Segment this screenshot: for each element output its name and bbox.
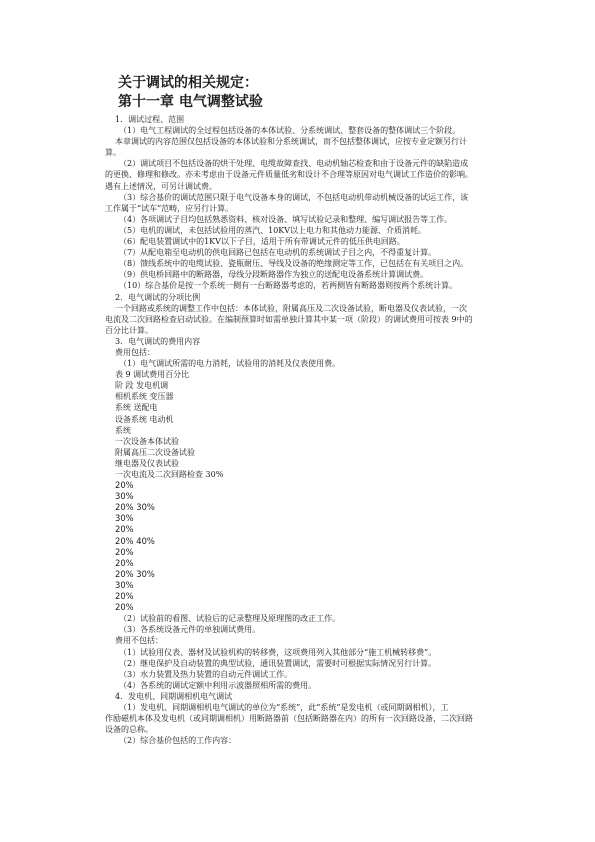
- text-line: 20% 30%: [115, 502, 155, 513]
- text-line: 继电器及仪表试验: [115, 458, 179, 468]
- text-line: （2）试验前的看图、试验后的记录整理及原理图的改正工作。: [119, 614, 341, 624]
- text-line: （4）各系统的调试定额中利用示波器照相所需的费用。: [119, 680, 317, 690]
- text-line: 20%: [115, 480, 134, 491]
- text-line: （7）从配电箱至电动机的供电回路已包括在电动机的系统调试子目之内，不得重复计算。: [119, 248, 437, 258]
- text-line: 遇有上述情况，可另计调试费。: [105, 181, 217, 191]
- text-line: 一次设备本体试验: [115, 436, 179, 446]
- text-line: 一次电流及二次回路检查 30%: [115, 470, 224, 479]
- chapter-title: 第十一章 电气调整试验: [118, 94, 263, 110]
- text-line: 一个回路或系统的调整工作中包括：本体试验，附属高压及二次设备试验，断电器及仪表试验，一次: [115, 303, 467, 313]
- text-line: 附属高压二次设备试验: [115, 447, 195, 457]
- text-line: （6）配电装置调试中的1KV以下子目，适用于所有带调试元件的低压供电回路。: [119, 237, 405, 247]
- text-line: （1）发电机、同期调相机电气调试的单位为“系统”，此“系统”是发电机（或同期调相机），工: [119, 702, 449, 712]
- text-line: 20%: [115, 602, 134, 613]
- text-line: 20%: [115, 546, 134, 557]
- text-line: 20% 40%: [115, 535, 155, 546]
- text-line: 30%: [115, 491, 134, 502]
- text-line: （2）调试项目不包括设备的烘干处理、电缆故障查找、电动机轴芯检查和由于设备元件的缺陷造成: [119, 159, 469, 169]
- text-line: 系统 送配电: [115, 403, 158, 413]
- text-line: （1）电气调试所需的电力消耗，试验用的消耗及仪表使用费。: [119, 359, 341, 369]
- text-line: 2．电气调试的分项比例: [115, 292, 201, 302]
- text-line: 4．发电机、同期调相机电气调试: [115, 691, 233, 701]
- text-line: （10）综合基价是按一个系统一侧有一台断路器考虑的，若两侧皆有断路器则按两个系统计算。: [119, 281, 458, 291]
- text-line: 设备的总称。: [105, 725, 153, 735]
- text-line: 1．调试过程、范围: [115, 115, 185, 124]
- text-line: （2）继电保护及自动装置的典型试验，通讯装置调试，需要时可根据实际情况另行计算。: [119, 658, 437, 668]
- text-line: 20%: [115, 591, 134, 602]
- text-line: 百分比计算。: [105, 325, 153, 335]
- text-line: （3）水力装置及热力装置的自动元件调试工作。: [119, 669, 293, 679]
- text-line: （1）试验用仪表、器材及试验机构的转移费，这项费用列入其他部分“施工机械转移费”。: [119, 647, 437, 657]
- text-line: （5）电机的调试，未包括试验用的蒸汽、10KV以上电力和其他动力能源、介质消耗。: [119, 225, 427, 235]
- text-line: 20% 30%: [115, 568, 155, 579]
- text-line: 电流及二次回路检查启动试验。在编制预算时如需单独计算其中某一项（阶段）的调试费用可按表 9中的: [105, 314, 473, 324]
- text-line: 系统: [115, 425, 131, 435]
- text-line: （9）供电桥回路中的断路器，母线分段断路器作为独立的送配电设备系统计算调试费。: [119, 270, 429, 280]
- text-line: 的更换、修理和修改。亦未考虑由于设备元件质量低劣和设计不合理等原因对电气调试工作造价的影响。: [105, 170, 473, 180]
- text-line: 30%: [115, 513, 134, 524]
- title-block: [118, 74, 263, 112]
- text-line: 本章调试的内容范围仅包括设备的本体试验和分系统调试，而不包括整体调试，应按专业定额另行计: [115, 137, 467, 147]
- text-line: 20%: [115, 557, 134, 568]
- text-line: （3）各系统设备元件的单独调试费用。: [119, 625, 261, 635]
- text-line: 相机系统 变压器: [115, 392, 174, 402]
- text-line: （3）综合基价的调试范围只限于电气设备本身的调试，不包括电动机带动机械设备的试运工作，该: [119, 192, 469, 202]
- text-line: 工作属于“试车”范畴，应另行计算。: [105, 203, 234, 213]
- text-line: 阶 段 发电机调: [115, 381, 169, 391]
- text-line: 20%: [115, 524, 134, 535]
- text-line: 表 9 调试费用百分比: [115, 370, 190, 380]
- text-line: 费用包括：: [115, 347, 155, 357]
- text-line: 设备系统 电动机: [115, 414, 174, 424]
- text-line: 作励磁机本体及发电机（或同期调相机）用断路器前（包括断路器在内）的所有一次回路设备，二次回路: [105, 714, 473, 724]
- text-line: 30%: [115, 579, 134, 590]
- text-line: （2）综合基价包括的工作内容：: [119, 736, 237, 746]
- text-line: （8）馈线系统中的电缆试验、瓷瓶耐压、导线及设备的绝缘测定等工作，已包括在有关项目之内。: [119, 259, 469, 269]
- text-line: （4）各项调试子目均包括熟悉资料、核对设备、填写试验记录和整理、编写调试报告等工作。: [119, 214, 453, 224]
- text-line: （1）电气工程调试的全过程包括设备的本体试验、分系统调试、整套设备的整体调试三个阶段。: [119, 126, 461, 136]
- document-body: [105, 114, 503, 746]
- text-line: 3．电气调试的费用内容: [115, 336, 201, 346]
- document-title: 关于调试的相关规定：: [118, 75, 258, 91]
- text-line: 算。: [105, 148, 121, 158]
- text-line: 费用不包括：: [115, 636, 163, 646]
